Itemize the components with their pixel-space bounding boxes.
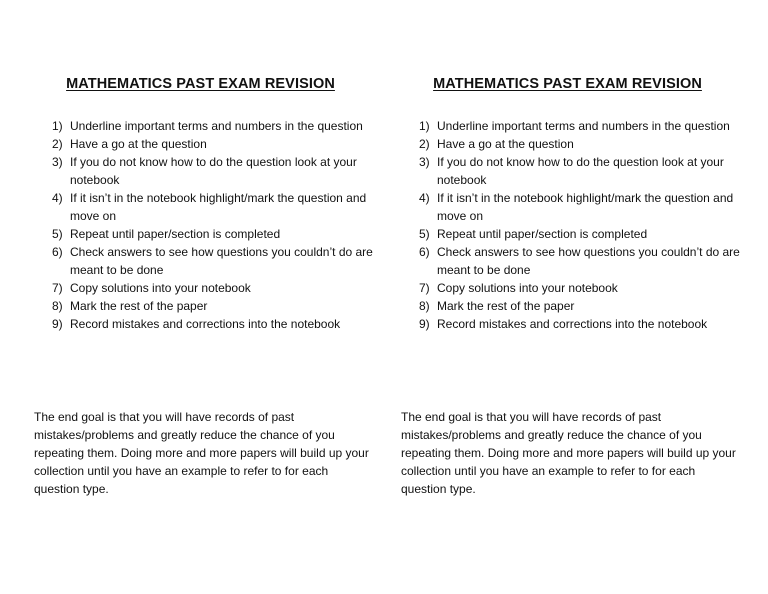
list-item (401, 189, 741, 225)
list-item (401, 225, 741, 243)
step-text: Copy solutions into your notebook (437, 281, 618, 295)
list-item (34, 153, 374, 189)
step-number: 6) (52, 245, 63, 259)
page-title: MATHEMATICS PAST EXAM REVISION (433, 75, 702, 92)
step-number: 1) (419, 119, 430, 133)
step-text: Check answers to see how questions you couldn’t do are meant to be done (437, 245, 740, 277)
step-text: Check answers to see how questions you couldn’t do are meant to be done (70, 245, 373, 277)
step-text: If you do not know how to do the question look at your notebook (437, 155, 724, 187)
step-number: 2) (52, 137, 63, 151)
list-item (34, 117, 374, 135)
step-text: Mark the rest of the paper (437, 299, 575, 313)
step-number: 4) (419, 191, 430, 205)
step-number: 8) (419, 299, 430, 313)
summary-paragraph: The end goal is that you will have records of past mistakes/problems and greatly reduce the chance of you repeating them. Doing more and more papers will build up your collection until you have an example to refer to for each question type. (34, 410, 369, 496)
step-number: 9) (419, 317, 430, 331)
step-text: Copy solutions into your notebook (70, 281, 251, 295)
list-item (401, 315, 741, 333)
list-item (401, 135, 741, 153)
steps-list (34, 117, 374, 333)
step-number: 3) (419, 155, 430, 169)
list-item (34, 315, 374, 333)
step-number: 3) (52, 155, 63, 169)
step-text: Repeat until paper/section is completed (70, 227, 281, 241)
step-text: If you do not know how to do the question look at your notebook (70, 155, 357, 187)
step-number: 8) (52, 299, 63, 313)
step-text: Record mistakes and corrections into the notebook (437, 317, 708, 331)
page-title: MATHEMATICS PAST EXAM REVISION (66, 75, 335, 92)
step-text: Repeat until paper/section is completed (437, 227, 648, 241)
step-number: 1) (52, 119, 63, 133)
step-text: Record mistakes and corrections into the notebook (70, 317, 341, 331)
step-number: 2) (419, 137, 430, 151)
list-item (34, 189, 374, 225)
summary-paragraph: The end goal is that you will have records of past mistakes/problems and greatly reduce the chance of you repeating them. Doing more and more papers will build up your collection until you have an example to refer to for each question type. (401, 410, 736, 496)
list-item (34, 279, 374, 297)
step-text: If it isn’t in the notebook highlight/mark the question and move on (70, 191, 367, 223)
step-number: 9) (52, 317, 63, 331)
step-number: 5) (52, 227, 63, 241)
list-item (34, 135, 374, 153)
list-item (34, 243, 374, 279)
list-item (401, 243, 741, 279)
step-text: Underline important terms and numbers in the question (437, 119, 730, 133)
list-item (401, 297, 741, 315)
list-item (34, 225, 374, 243)
step-number: 7) (52, 281, 63, 295)
list-item (401, 279, 741, 297)
steps-list (401, 117, 741, 333)
step-text: If it isn’t in the notebook highlight/mark the question and move on (437, 191, 734, 223)
step-number: 4) (52, 191, 63, 205)
step-number: 7) (419, 281, 430, 295)
revision-column-left (34, 0, 374, 594)
step-text: Have a go at the question (70, 137, 207, 151)
step-text: Underline important terms and numbers in the question (70, 119, 363, 133)
list-item (401, 117, 741, 135)
list-item (401, 153, 741, 189)
step-number: 6) (419, 245, 430, 259)
list-item (34, 297, 374, 315)
step-text: Mark the rest of the paper (70, 299, 208, 313)
revision-column-right (401, 0, 741, 594)
step-text: Have a go at the question (437, 137, 574, 151)
step-number: 5) (419, 227, 430, 241)
